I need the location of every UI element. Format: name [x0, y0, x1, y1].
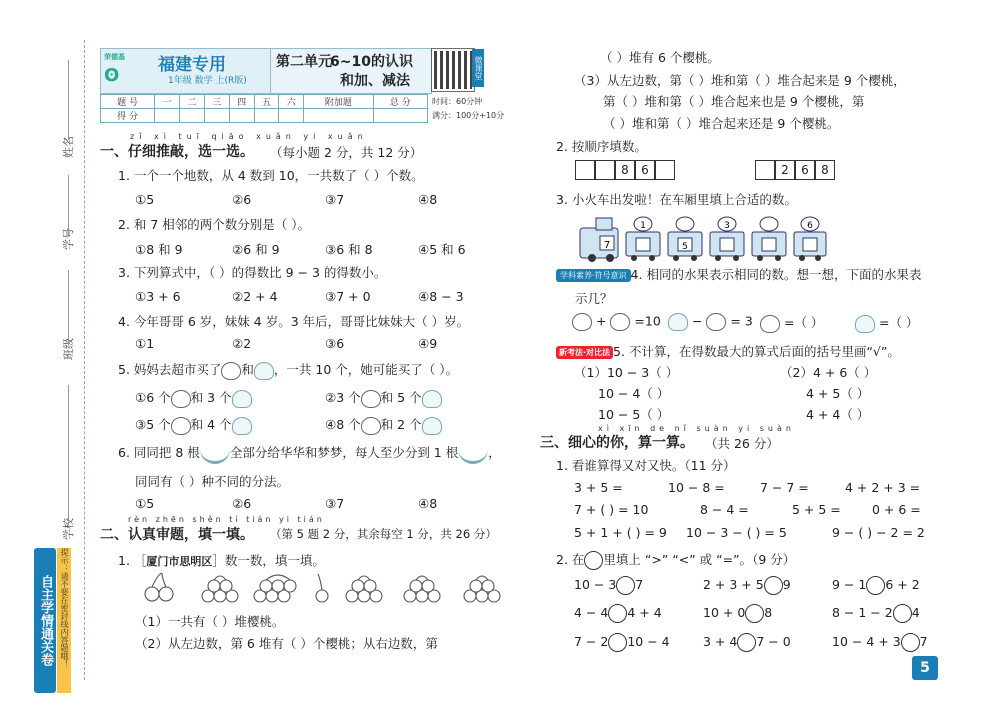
sec2-pinyin: rèn zhēn shěn tí tián yi tián [128, 515, 325, 524]
cherry-pile-icon [316, 574, 328, 602]
q3-opt[interactable]: ③7 + 0 [325, 289, 371, 304]
class-label: 班级 [62, 338, 75, 360]
compare-circle[interactable] [745, 604, 764, 623]
apple-icon [361, 417, 381, 435]
sec1-note: （每小题 2 分，共 12 分） [270, 145, 423, 160]
calc-item[interactable]: 7 − 7 = [760, 480, 809, 495]
sec2-title: 二、认真审题，填一填。 [100, 527, 254, 543]
score-value-row [101, 109, 428, 123]
calc-item[interactable]: 10 − 8 = [668, 480, 725, 495]
rq5-title: 新考法·对比法 5. 不计算，在得数最大的算式后面的括号里画“√”。 [556, 342, 900, 360]
sec3-pinyin: xì xīn de nǐ suàn yi suàn [598, 424, 795, 433]
q5-opt[interactable]: ④8 个 和 2 个 [325, 415, 442, 435]
calc-item[interactable]: 8 − 4 = [700, 502, 749, 517]
compare-item[interactable]: 4 − 4 4 + 4 [574, 604, 662, 623]
fruit-equation-4[interactable]: =（ ） [855, 313, 918, 333]
compare-circle[interactable] [764, 576, 783, 595]
seq-cell: 8 [615, 160, 635, 180]
cherry-pile-icon [346, 576, 382, 602]
score-cell: 总 分 [373, 95, 427, 109]
q2-opt[interactable]: ③6 和 8 [325, 242, 373, 257]
s2q1-sub1: （1）一共有（ ）堆樱桃。 [135, 614, 285, 629]
seal-line [84, 40, 85, 680]
seq-cell: 6 [635, 160, 655, 180]
q4-opt[interactable]: ②2 [232, 336, 252, 351]
q4-opt[interactable]: ①1 [135, 336, 155, 351]
topic-line2: 和加、减法 [340, 73, 410, 89]
score-input[interactable] [279, 109, 304, 123]
cherry-pile-icon [202, 576, 238, 602]
compare-circle[interactable] [608, 604, 627, 623]
r-line3: 第（ ）堆和第（ ）堆合起来也是 9 个樱桃，第 [603, 94, 865, 109]
banana-icon [200, 443, 230, 464]
compare-item[interactable]: 2 + 3 + 5 9 [703, 576, 791, 595]
compare-circle[interactable] [608, 633, 627, 652]
calc-item[interactable]: 10 − 3 − ( ) = 5 [686, 525, 787, 540]
cherry-piles [140, 570, 520, 606]
topic-line1: 6~10的认识 [330, 54, 413, 70]
q5-text: 5. 妈妈去超市买了 和 ，一共 10 个，她可能买了（ ）。 [118, 360, 458, 380]
full-score-label: 满分：100分+10分 [432, 111, 505, 120]
s3q1-title: 1. 看谁算得又对又快。（11 分） [556, 458, 736, 473]
time-label: 时间：60分钟 [432, 97, 483, 106]
score-input[interactable] [180, 109, 205, 123]
score-input[interactable] [229, 109, 254, 123]
side-badge: 自主学情通关卷 [34, 548, 56, 693]
q3-opt[interactable]: ②2 + 4 [232, 289, 278, 304]
score-input[interactable] [254, 109, 279, 123]
seq-cell[interactable] [755, 160, 775, 180]
train-top-number: 6 [807, 221, 813, 231]
compare-circle[interactable] [616, 576, 635, 595]
q1-opt[interactable]: ③7 [325, 192, 345, 207]
q6-opt[interactable]: ②6 [232, 496, 252, 511]
score-input[interactable] [155, 109, 180, 123]
peach-icon [422, 390, 442, 408]
score-header-row [101, 95, 428, 109]
score-cell: 三 [204, 95, 229, 109]
fruit-equation-3[interactable]: =（ ） [760, 313, 823, 333]
score-cell: 二 [180, 95, 205, 109]
peach-icon [855, 315, 875, 333]
compare-circle-icon [584, 551, 603, 570]
compare-item[interactable]: 10 − 4 + 3 7 [832, 633, 928, 652]
q5-opt[interactable]: ②3 个 和 5 个 [325, 388, 442, 408]
page-number: 5 [912, 656, 938, 680]
r-line1: （ ）堆有 6 个樱桃。 [600, 50, 720, 65]
calc-item[interactable]: 0 + 6 = [872, 502, 921, 517]
peach-icon [668, 313, 688, 331]
q1-text: 1. 一个一个地数，从 4 数到 10，一共数了（ ）个数。 [118, 168, 424, 183]
apple-icon [171, 417, 191, 435]
sec3-note: （共 26 分） [705, 436, 779, 451]
rq2-title: 2. 按顺序填数。 [556, 139, 647, 154]
score-cell: 一 [155, 95, 180, 109]
q6-text: 6. 同同把 8 根 全部分给华华和梦梦，每人至少分到 1 根 ， [118, 443, 501, 464]
seq-cell: 8 [815, 160, 835, 180]
brand-title: 福建专用 [158, 55, 226, 75]
q2-opt[interactable]: ④5 和 6 [418, 242, 466, 257]
compare-item[interactable]: 10 + 0 8 [703, 604, 772, 623]
q1-opt[interactable]: ①5 [135, 192, 155, 207]
score-cell: 得 分 [101, 109, 155, 123]
fruit-equation-1: + =10 [572, 313, 661, 331]
apple-icon [171, 390, 191, 408]
q3-text: 3. 下列算式中，（ ）的得数比 9 − 3 的得数小。 [118, 265, 387, 280]
s2q1-text: 1. ［厦门市思明区］数一数，填一填。 [118, 553, 325, 568]
seq-cell[interactable] [575, 160, 595, 180]
school-line [68, 385, 69, 525]
compare-circle[interactable] [737, 633, 756, 652]
school-label: 学校 [62, 518, 75, 540]
q5-opt[interactable]: ③5 个 和 4 个 [135, 415, 252, 435]
banana-icon [458, 443, 488, 464]
seq-cell: 6 [795, 160, 815, 180]
score-cell: 题 号 [101, 95, 155, 109]
fruit-equation-2: − = 3 [668, 313, 753, 331]
compare-item[interactable]: 10 − 3 7 [574, 576, 643, 595]
peach-icon [422, 417, 442, 435]
q5-right-row[interactable]: （2）4 + 6（ ） [780, 365, 877, 380]
apple-icon [572, 313, 592, 331]
apple-icon [361, 390, 381, 408]
sequence-2 [755, 160, 835, 180]
train-top-number: 3 [724, 221, 730, 231]
compare-item[interactable]: 8 − 1 − 2 4 [832, 604, 920, 623]
q4-text: 4. 今年哥哥 6 岁，妹妹 4 岁。3 年后，哥哥比妹妹大（ ）岁。 [118, 314, 470, 329]
name-line [68, 60, 69, 140]
r-line4: （ ）堆和第（ ）堆合起来还是 9 个樱桃。 [603, 116, 840, 131]
q5-opt[interactable]: ①6 个 和 3 个 [135, 388, 252, 408]
q1-opt[interactable]: ②6 [232, 192, 252, 207]
cherry-pile-icon [404, 576, 440, 602]
unit-label: 第二单元 [276, 54, 332, 70]
apple-icon [610, 313, 630, 331]
rq4-title: 学科素养·符号意识 4. 相同的水果表示相同的数。想一想，下面的水果表 [556, 265, 921, 283]
train-bottom-number: 5 [682, 242, 688, 252]
q3-opt[interactable]: ①3 + 6 [135, 289, 181, 304]
qr-tag: 微课堂 [472, 49, 484, 87]
apple-icon [760, 315, 780, 333]
score-input[interactable] [304, 109, 373, 123]
q1-opt[interactable]: ④8 [418, 192, 438, 207]
q4-opt[interactable]: ③6 [325, 336, 345, 351]
brand-subtitle: 1年级 数学 上(R版) [168, 76, 247, 86]
cherry-pile-icon [254, 575, 296, 602]
compare-item[interactable]: 7 − 2 10 − 4 [574, 633, 670, 652]
r-line2: （3）从左边数，第（ ）堆和第（ ）堆合起来是 9 个樱桃， [574, 73, 906, 88]
seq-cell: 2 [775, 160, 795, 180]
new-method-tag: 新考法·对比法 [556, 346, 613, 359]
q6-opt[interactable]: ①5 [135, 496, 155, 511]
score-input[interactable] [373, 109, 427, 123]
q2-opt[interactable]: ②6 和 9 [232, 242, 280, 257]
calc-item[interactable]: 3 + 5 = [574, 480, 623, 495]
region-tag: 厦门市思明区 [146, 555, 213, 568]
q3-opt[interactable]: ④8 − 3 [418, 289, 464, 304]
class-line [68, 270, 69, 345]
apple-icon [221, 362, 241, 380]
compare-circle[interactable] [866, 576, 885, 595]
train-top-number: 1 [640, 221, 646, 231]
s2q1-sub2: （2）从左边数，第 6 堆有（ ）个樱桃；从右边数，第 [135, 636, 438, 651]
compare-item[interactable]: 3 + 4 7 − 0 [703, 633, 791, 652]
train-engine-number: 7 [603, 240, 611, 251]
side-hint: 提示：请不要在密封线内答题哦！ [57, 548, 71, 693]
id-line [68, 175, 69, 235]
cherry-pile-icon [464, 576, 500, 602]
peach-icon [232, 417, 252, 435]
apple-icon [706, 313, 726, 331]
score-input[interactable] [204, 109, 229, 123]
score-cell: 五 [254, 95, 279, 109]
sec2-note: （第 5 题 2 分，其余每空 1 分，共 26 分） [270, 527, 497, 541]
calc-item[interactable]: 5 + 1 + ( ) = 9 [574, 525, 667, 540]
sequence-1 [575, 160, 675, 180]
calc-item[interactable]: 4 + 2 + 3 = [845, 480, 921, 495]
rq3-title: 3. 小火车出发啦！在车厢里填上合适的数。 [556, 192, 797, 207]
q4-opt[interactable]: ④9 [418, 336, 438, 351]
binding-strip [0, 0, 92, 711]
seq-cell[interactable] [655, 160, 675, 180]
q6-text-line2: 同同有（ ）种不同的分法。 [135, 474, 289, 489]
q2-text: 2. 和 7 相邻的两个数分别是（ ）。 [118, 217, 311, 232]
peach-icon [232, 390, 252, 408]
id-label: 学号 [62, 228, 75, 250]
peach-icon [254, 362, 274, 380]
s3q2-title: 2. 在 里填上 “>” “<” 或 “=”。（9 分） [556, 550, 795, 570]
score-cell: 附加题 [304, 95, 373, 109]
compare-item[interactable]: 9 − 1 6 + 2 [832, 576, 920, 595]
literacy-tag: 学科素养·符号意识 [556, 269, 631, 282]
q5-left-row[interactable]: 10 − 5（ ） [598, 407, 670, 422]
q6-opt[interactable]: ④8 [418, 496, 438, 511]
score-cell: 四 [229, 95, 254, 109]
compare-circle[interactable] [893, 604, 912, 623]
q5-right-row[interactable]: 4 + 5（ ） [806, 386, 870, 401]
sec1-title: 一、仔细推敲，选一选。 [100, 144, 254, 160]
q6-opt[interactable]: ③7 [325, 496, 345, 511]
brand-logo-icon: 荣德基 ʘ [104, 53, 125, 86]
sec1-pinyin: zǐ xì tuī qiāo xuǎn yi xuǎn [130, 132, 368, 141]
calc-item[interactable]: 7 + ( ) = 10 [574, 502, 649, 517]
score-cell: 六 [279, 95, 304, 109]
qr-code-icon[interactable] [432, 49, 474, 91]
compare-circle[interactable] [901, 633, 920, 652]
q5-right-row[interactable]: 4 + 4（ ） [806, 407, 870, 422]
train-icon [578, 214, 828, 262]
sec3-title: 三、细心的你，算一算。 [540, 435, 694, 451]
q5-left-row[interactable]: （1）10 − 3（ ） [574, 365, 679, 380]
cherry-pile-icon [145, 573, 173, 601]
calc-item[interactable]: 5 + 5 = [792, 502, 841, 517]
seq-cell[interactable] [595, 160, 615, 180]
calc-item[interactable]: 9 − ( ) − 2 = 2 [832, 525, 925, 540]
rq4-title2: 示几？ [575, 291, 613, 306]
name-label: 姓名 [62, 136, 75, 158]
q5-left-row[interactable]: 10 − 4（ ） [598, 386, 670, 401]
score-table [100, 94, 428, 123]
q2-opt[interactable]: ①8 和 9 [135, 242, 183, 257]
